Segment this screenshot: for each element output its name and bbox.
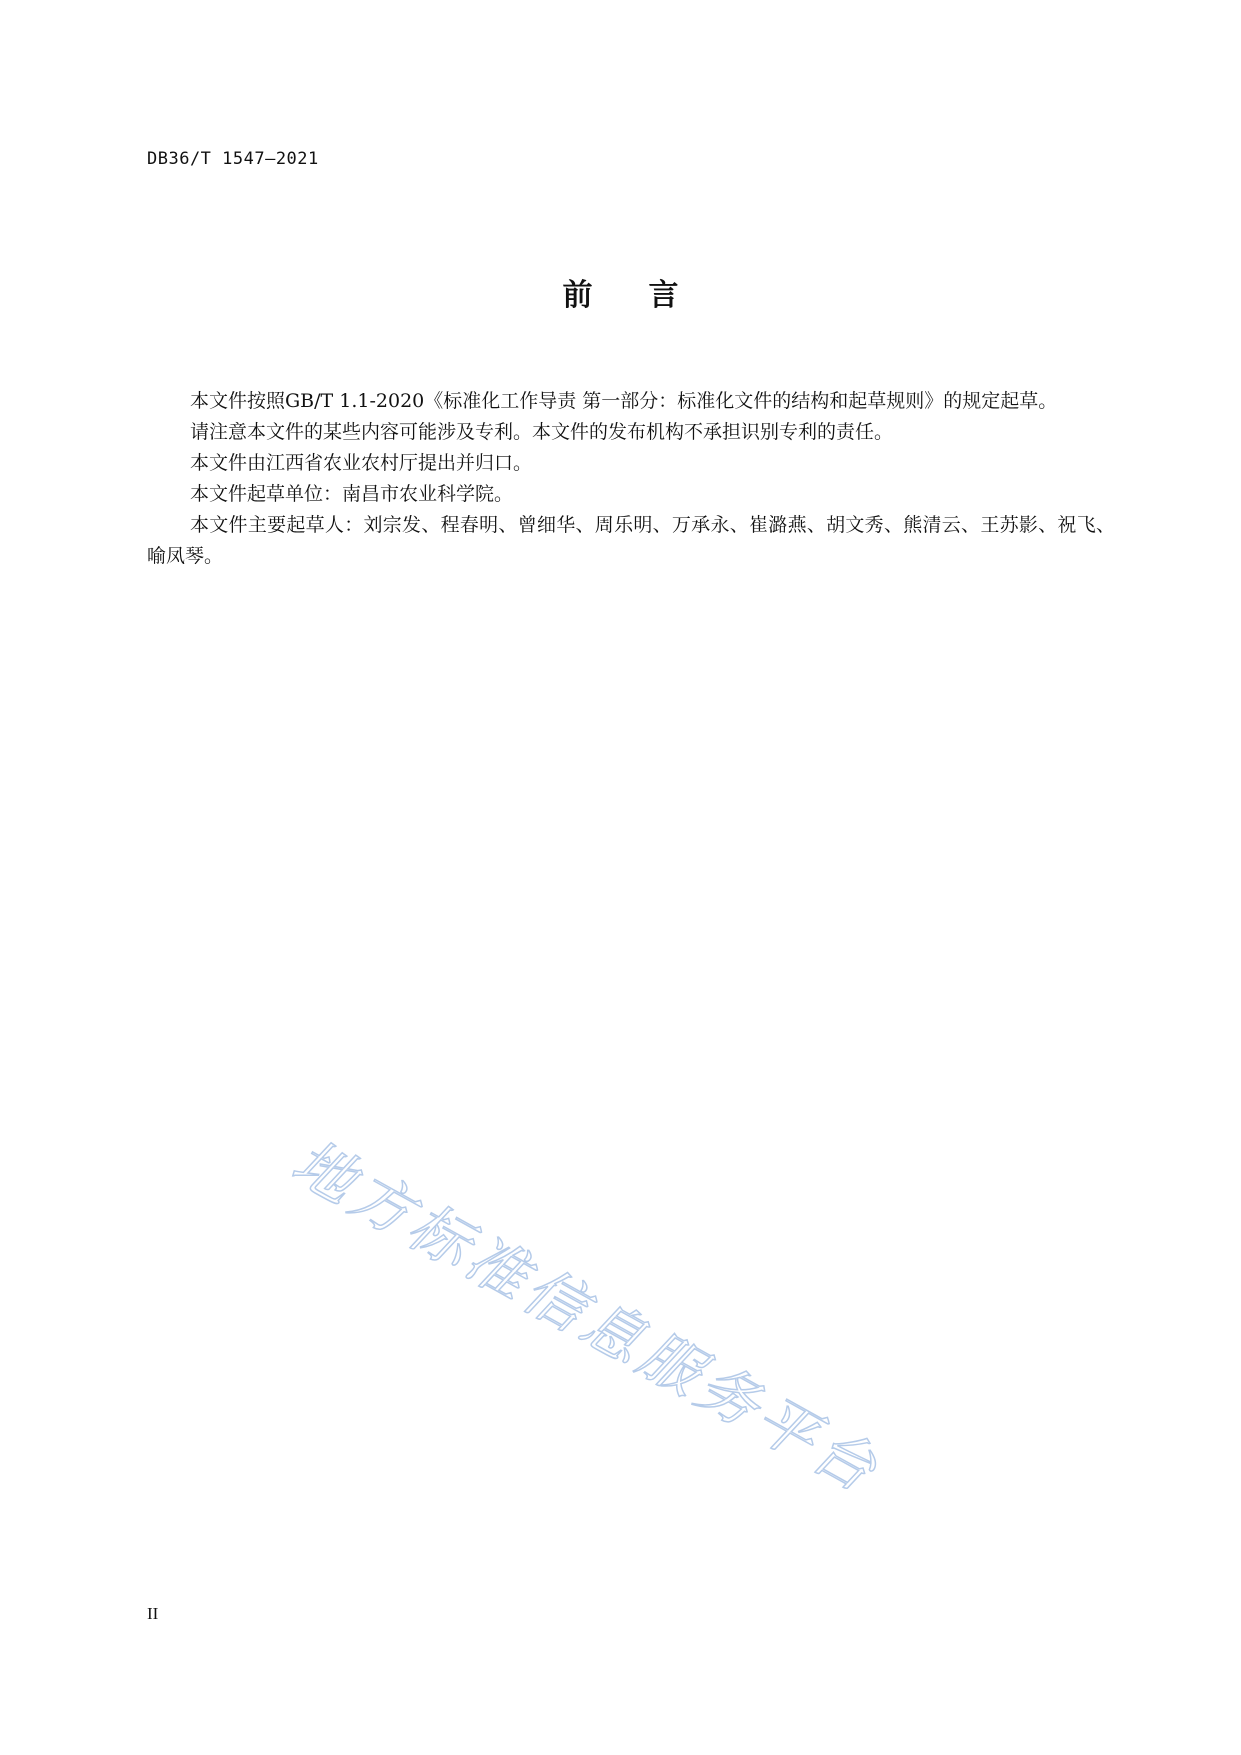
document-code: DB36/T 1547—2021: [147, 149, 319, 169]
paragraph-drafting-rules: 本文件按照GB/T 1.1-2020《标准化工作导责 第一部分：标准化文件的结构和起草规则》的规定起草。: [190, 390, 1058, 412]
paragraph-proposer: 本文件由江西省农业农村厅提出并归口。: [190, 452, 533, 474]
paragraph-patent-notice: 请注意本文件的某些内容可能涉及专利。本文件的发布机构不承担识别专利的责任。: [190, 421, 894, 443]
page-number: II: [147, 1604, 159, 1623]
paragraph-drafters: 本文件主要起草人：刘宗发、程春明、曾细华、周乐明、万承永、崔潞燕、胡文秀、熊清云、王苏影、祝飞、喻凤琴。: [147, 514, 1115, 567]
page-title: 前言: [562, 278, 735, 313]
paragraph-drafting-unit: 本文件起草单位：南昌市农业科学院。: [190, 483, 514, 505]
foreword-body: [147, 386, 1115, 572]
watermark: 地方标准信息服务平台: [280, 1126, 892, 1508]
